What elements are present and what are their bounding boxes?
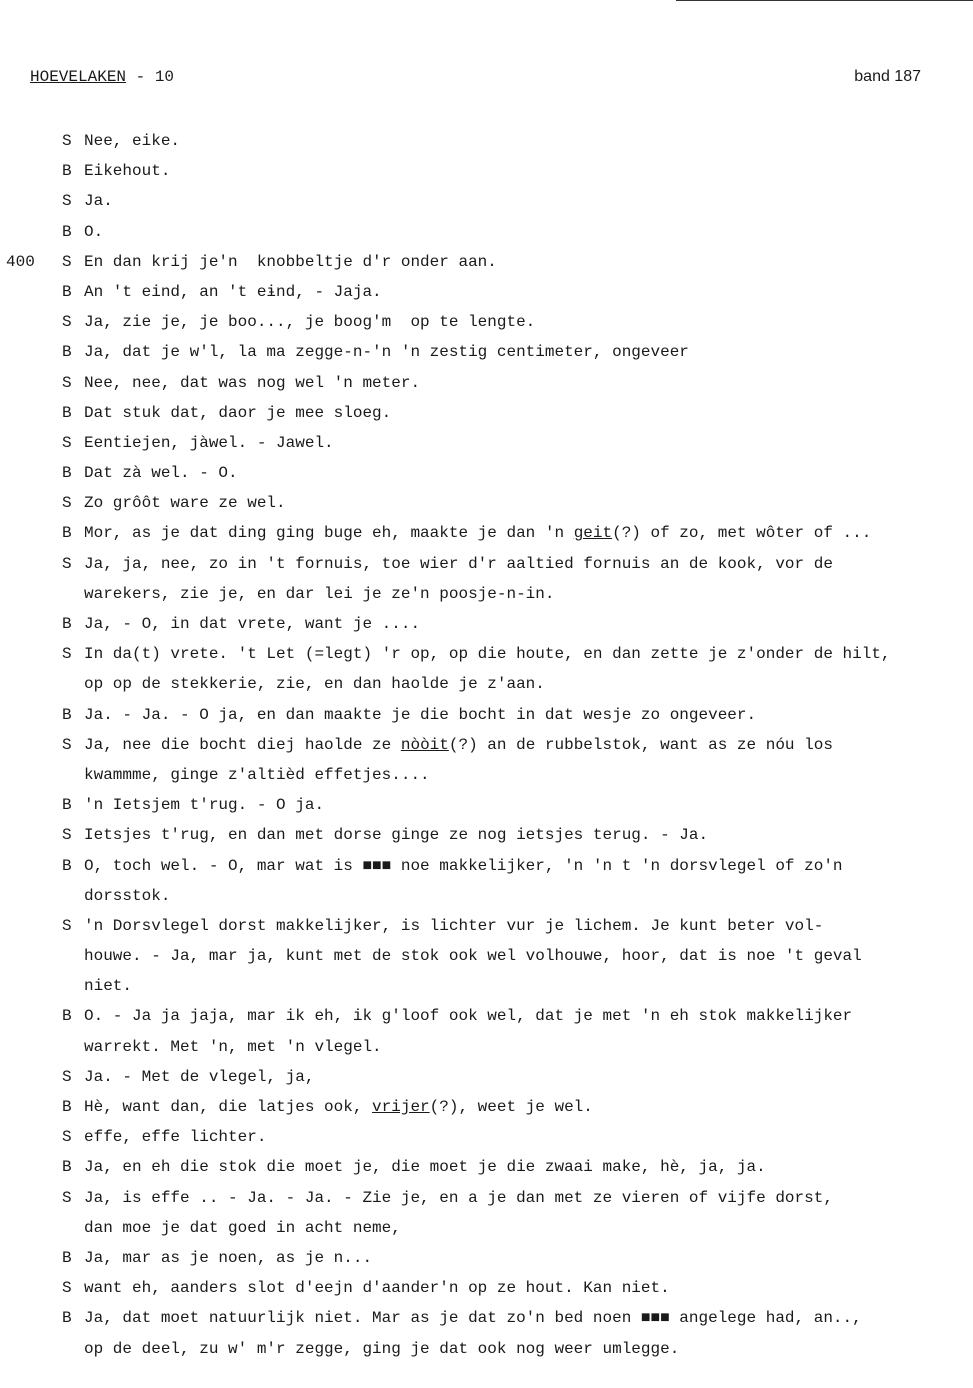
transcript-line [0,609,973,639]
place-name: HOEVELAKEN [30,68,127,86]
utterance-text: Eikehout. [84,162,171,181]
utterance-text: 'n Dorsvlegel dorst makkelijker, is lichter vur je lichem. Je kunt beter vol- [84,916,824,935]
transcript-line [0,941,973,971]
utterance-text: En dan krij je'n knobbeltje d'r onder aan. [84,252,497,271]
transcript-line [0,669,973,699]
transcript-line [0,488,973,518]
transcript-line [0,186,973,216]
speaker-label: S [62,554,72,573]
page-number: - 10 [126,68,175,86]
utterance-text: Ja, dat je w'l, la ma zegge-n-'n 'n zestig centimeter, ongeveer [84,343,689,362]
transcript-line [0,156,973,186]
speaker-label: B [62,1007,72,1026]
utterance-text: Nee, nee, dat was nog wel 'n meter. [84,373,421,392]
uncertain-word: vrijer [372,1098,430,1116]
transcript-line [0,1213,973,1243]
utterance-text: warekers, zie je, en dar lei je ze'n poosje-n-in. [84,584,555,603]
utterance-text: houwe. - Ja, mar ja, kunt met de stok ook wel volhouwe, hoor, dat is noe 't geval [84,947,862,966]
speaker-label: S [62,645,72,664]
speaker-label: B [62,1158,72,1177]
utterance-text: Ja, - O, in dat vrete, want je .... [84,615,421,633]
utterance-text: O. - Ja ja jaja, mar ik eh, ik g'loof ook wel, dat je met 'n eh stok makkelijker [84,1007,853,1026]
transcript-line [0,971,973,1001]
speaker-label: S [62,132,72,150]
utterance-text [84,1092,593,1122]
transcript-line [0,1092,973,1122]
speaker-label: S [62,1279,72,1298]
band-label: band 187 [854,68,921,85]
transcript-line [0,1303,973,1333]
utterance-text: Nee, eike. [84,132,181,150]
speaker-label: S [62,1188,72,1207]
transcript-line [0,307,973,337]
transcript-line [0,760,973,790]
utterance-text: want eh, aanders slot d'eejn d'aander'n op ze hout. Kan niet. [84,1279,670,1298]
transcript-line [0,549,973,579]
speaker-label: B [62,222,72,241]
speaker-label: S [62,916,72,935]
transcript-line [0,790,973,820]
speaker-label: B [62,343,72,362]
utterance-text: niet. [84,977,133,996]
utterance-text [84,730,833,760]
transcript-line [0,518,973,548]
speaker-label: B [62,282,72,301]
speaker-label: B [62,403,72,422]
utterance-text: In da(t) vrete. 't Let (=legt) 'r op, op die houte, en dan zette je z'onder de hilt, [84,645,891,664]
utterance-text: Dat zà wel. - O. [84,464,238,483]
utterance-text: Eentiejen, jàwel. - Jawel. [84,433,334,452]
utterance-text: O. [84,222,104,241]
speaker-label: B [62,796,72,815]
transcript-line [0,730,973,760]
speaker-label: S [62,433,72,452]
speaker-label: S [62,1067,72,1086]
utterance-text: warrekt. Met 'n, met 'n vlegel. [84,1037,382,1056]
speaker-label: S [62,494,72,513]
page-header-left [30,68,174,86]
utterance-text: dan moe je dat goed in acht neme, [84,1218,401,1237]
utterance-text: dorsstok. [84,886,171,905]
speaker-label: B [62,524,72,543]
utterance-text: kwammme, ginge z'altièd effetjes.... [84,765,430,784]
transcript-line [0,1122,973,1152]
speaker-label: B [62,856,72,875]
utterance-part: Hè, want dan, die latjes ook, [84,1098,373,1116]
transcript-line [0,1001,973,1031]
transcript-line [0,1032,973,1062]
utterance-text: Ja, ja, nee, zo in 't fornuis, toe wier d'r aaltied fornuis an de kook, vor de [84,554,833,573]
utterance-text: Ja, dat moet natuurlijk niet. Mar as je dat zo'n bed noen ■■■ angelege had, an.., [84,1309,862,1328]
transcript-line [0,1183,973,1213]
transcript-line [0,579,973,609]
speaker-label: B [62,162,72,181]
utterance-text: Ja. [84,192,113,211]
transcript-line [0,126,973,156]
transcript-line [0,1152,973,1182]
speaker-label: S [62,373,72,392]
speaker-label: S [62,192,72,211]
transcript-line [0,820,973,850]
utterance-part: (?) of zo, met wôter of ... [612,524,872,543]
utterance-text: Ietsjes t'rug, en dan met dorse ginge ze nog ietsjes terug. - Ja. [84,826,709,845]
utterance-text: Ja, is effe .. - Ja. - Ja. - Zie je, en a je dan met ze vieren of vijfe dorst, [84,1188,833,1207]
transcript-line [0,851,973,881]
utterance-text: op op de stekkerie, zie, en dan haolde je z'aan. [84,675,545,694]
uncertain-word: geit [573,524,613,543]
speaker-label: B [62,705,72,724]
utterance-part: Ja, nee die bocht diej haolde ze [84,735,401,754]
utterance-text: Ja. - Ja. - O ja, en dan maakte je die bocht in dat wesje zo ongeveer. [84,705,757,724]
speaker-label: S [62,252,72,271]
transcript [0,126,973,1364]
utterance-part: Mor, as je dat ding ging buge eh, maakte je dan 'n [84,524,574,543]
transcript-line [0,398,973,428]
top-rule [676,0,973,1]
speaker-label: S [62,735,72,754]
utterance-part: (?), weet je wel. [429,1098,593,1116]
transcript-line [0,1334,973,1364]
speaker-label: B [62,1309,72,1328]
utterance-text: Ja. - Met de vlegel, ja, [84,1067,315,1086]
transcript-line [0,247,973,277]
utterance-text: Dat stuk dat, daor je mee sloeg. [84,403,392,422]
transcript-line [0,700,973,730]
line-number: 400 [6,252,35,271]
transcript-line [0,1243,973,1273]
uncertain-word: nòòit [400,735,449,754]
speaker-label: B [62,615,72,633]
transcript-line [0,277,973,307]
transcript-line [0,217,973,247]
utterance-text: op de deel, zu w' m'r zegge, ging je dat ook nog weer umlegge. [84,1339,680,1358]
transcript-line [0,1062,973,1092]
transcript-line [0,428,973,458]
transcript-line [0,337,973,367]
utterance-text: Zo grôôt ware ze wel. [84,494,286,513]
utterance-text [84,518,871,548]
transcript-line [0,1273,973,1303]
transcript-line [0,911,973,941]
speaker-label: B [62,1098,72,1116]
speaker-label: S [62,826,72,845]
speaker-label: B [62,464,72,483]
speaker-label: S [62,313,72,332]
utterance-text: An 't eind, an 't eɨnd, - Jaja. [84,282,382,301]
utterance-part: (?) an de rubbelstok, want as ze nóu los [448,735,833,754]
utterance-text: 'n Ietsjem t'rug. - O ja. [84,796,325,815]
utterance-text: Ja, mar as je noen, as je n... [84,1248,373,1267]
speaker-label: S [62,1128,72,1147]
utterance-text: O, toch wel. - O, mar wat is ■■■ noe makkelijker, 'n 'n t 'n dorsvlegel of zo'n [84,856,843,875]
utterance-text: Ja, zie je, je boo..., je boog'm op te lengte. [84,313,536,332]
speaker-label: B [62,1248,72,1267]
utterance-text: effe, effe lichter. [84,1128,267,1147]
utterance-text: Ja, en eh die stok die moet je, die moet je die zwaai make, hè, ja, ja. [84,1158,766,1177]
transcript-line [0,639,973,669]
transcript-line [0,368,973,398]
transcript-line [0,881,973,911]
transcript-line [0,458,973,488]
